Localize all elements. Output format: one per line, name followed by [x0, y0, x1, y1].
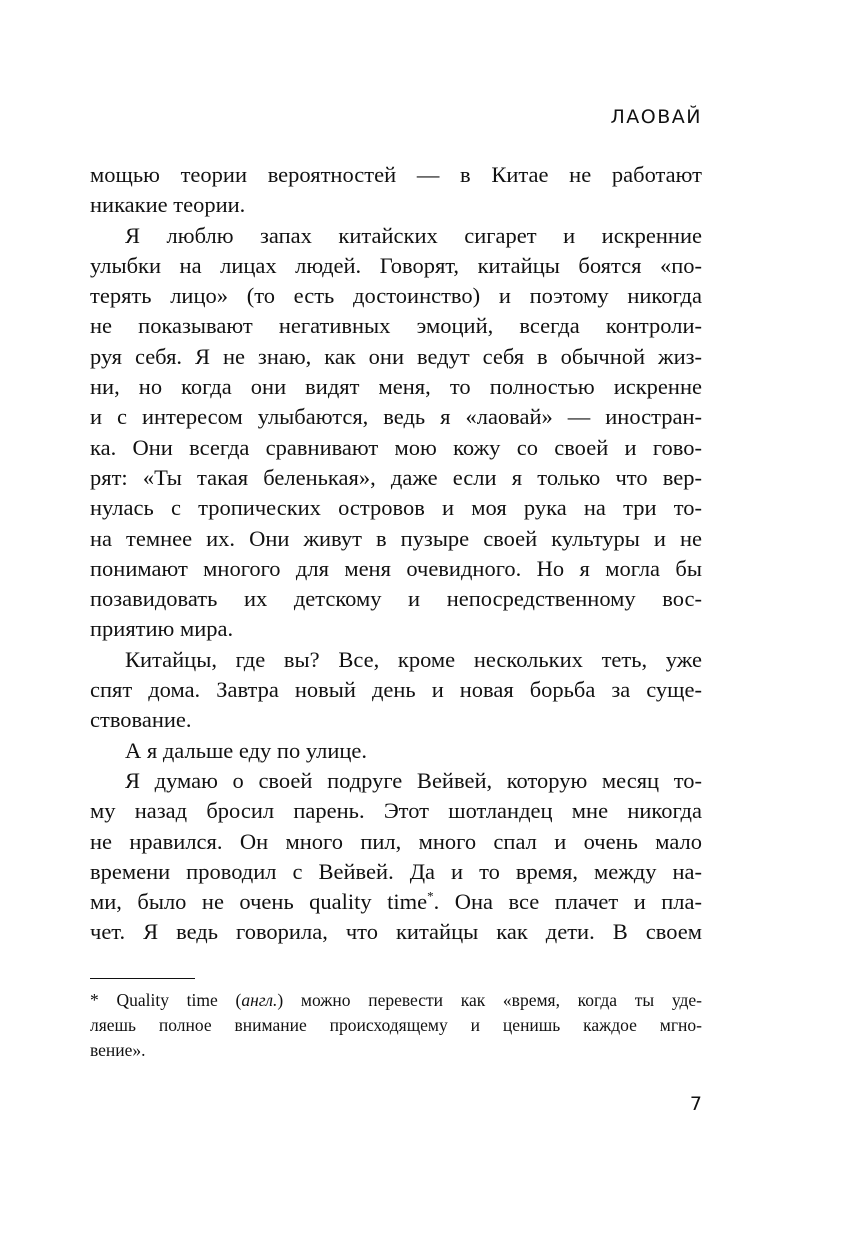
text-fragment: . Она все плачет и пла- [433, 889, 702, 915]
text-line: ствование. [90, 707, 192, 733]
text-line: не показывают негативных эмоций, всегда контроли- [90, 313, 702, 339]
text-line: никакие теории. [90, 192, 246, 218]
text-line: спят дома. Завтра новый день и новая борьба за суще- [90, 677, 702, 703]
text-line: ни, но когда они видят меня, то полностью искренне [90, 374, 702, 400]
text-line: и с интересом улыбаются, ведь я «лаовай» — иностран- [90, 404, 702, 430]
text-fragment-italic: англ. [241, 990, 278, 1010]
footnote-line [90, 988, 702, 1013]
text-fragment: Quality time ( [98, 990, 242, 1010]
footnote [90, 988, 702, 1063]
footnote-mark: * [90, 990, 99, 1010]
text-line: позавидовать их детскому и непосредственному вос- [90, 586, 702, 612]
footnote-line: вение». [90, 1040, 146, 1060]
body-text [90, 160, 702, 948]
footnote-divider [90, 978, 195, 979]
text-line: Я люблю запах китайских сигарет и искренние [125, 222, 702, 248]
footnote-reference[interactable]: * [427, 888, 434, 904]
footnote-line: ляешь полное внимание происходящему и ценишь каждое мгно- [90, 1015, 702, 1035]
text-line: нулась с тропических островов и моя рука на три то- [90, 495, 702, 521]
text-line: рят: «Ты такая беленькая», даже если я только что вер- [90, 464, 702, 490]
text-line [90, 887, 702, 917]
text-line: му назад бросил парень. Этот шотландец мне никогда [90, 798, 702, 824]
text-line: А я дальше еду по улице. [125, 737, 368, 763]
text-line: руя себя. Я не знаю, как они ведут себя в обычной жиз- [90, 343, 702, 369]
text-line: понимают многого для меня очевидного. Но я могла бы [90, 555, 702, 581]
running-header: ЛАОВАЙ [610, 106, 702, 128]
text-line: чет. Я ведь говорила, что китайцы как дети. В своем [90, 919, 702, 945]
text-fragment: ) можно перевести как «время, когда ты уде- [277, 990, 702, 1010]
text-line: терять лицо» (то есть достоинство) и поэтому никогда [90, 283, 702, 309]
text-line: Китайцы, где вы? Все, кроме нескольких теть, уже [125, 646, 702, 672]
text-line: приятию мира. [90, 616, 234, 642]
text-line: ка. Они всегда сравнивают мою кожу со своей и гово- [90, 434, 702, 460]
text-line: не нравился. Он много пил, много спал и очень мало [90, 828, 702, 854]
text-line: мощью теории вероятностей — в Китае не работают [90, 162, 702, 187]
text-line: на темнее их. Они живут в пузыре своей культуры и не [90, 525, 702, 551]
text-line: Я думаю о своей подруге Вейвей, которую месяц то- [125, 767, 702, 793]
text-line: времени проводил с Вейвей. Да и то время, между на- [90, 858, 702, 884]
page-number: 7 [689, 1093, 702, 1115]
text-line: улыбки на лицах людей. Говорят, китайцы боятся «по- [90, 252, 702, 278]
text-fragment: ми, было не очень quality time [90, 889, 428, 915]
